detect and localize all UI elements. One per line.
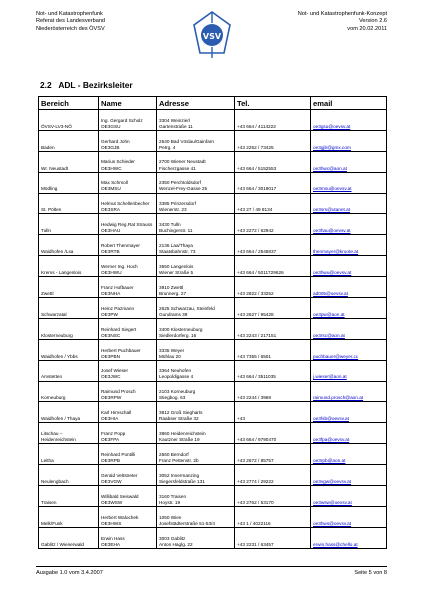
callsign: OE3PW [101, 311, 118, 317]
cell-bereich [39, 130, 99, 151]
bereich-text: Melk/Funk [41, 520, 63, 526]
cell-bereich [39, 110, 99, 131]
cell-tel [235, 444, 311, 465]
phone-number: +43 664 / 3511035 [237, 374, 276, 380]
cell-email [311, 423, 387, 444]
header-right [298, 11, 387, 33]
cell-name [99, 172, 157, 193]
person-name: Franz Hofbauer [101, 284, 134, 290]
callsign: OE3RTB [101, 249, 120, 255]
person-name: Helmut Schellenbecher [101, 201, 150, 207]
table-row [39, 298, 387, 319]
email-link[interactable]: thenmayer@kroote.at [313, 249, 359, 255]
cell-email [311, 298, 387, 319]
person-name: Josef Wieser [101, 368, 129, 374]
bereich-text: Litschau – Heidenreichstein [41, 431, 76, 443]
person-name: Max Schmoll [101, 180, 128, 186]
cell-bereich [39, 486, 99, 507]
email-link[interactable]: oe3hwu@oevsv.at [313, 270, 352, 276]
email-link[interactable]: oe3hws@oevsv.at [313, 520, 352, 526]
phone-number: +43 664 / 5011729626 [237, 270, 284, 276]
cell-tel [235, 381, 311, 402]
email-link[interactable]: raimund.prosch@aon.at [313, 395, 364, 401]
address-city: 2136 Laa/Thaya [159, 243, 193, 249]
cell-name [99, 360, 157, 381]
section-number: 2.2 [40, 80, 52, 90]
cell-name [99, 402, 157, 423]
phone-number: +43 2231 / 63457 [237, 541, 274, 547]
address-street: Mühlau 20 [159, 353, 181, 359]
cell-name [99, 235, 157, 256]
person-name: Erwin Hass [101, 535, 125, 541]
cell-name [99, 486, 157, 507]
address-street: Petrg. 4 [159, 144, 176, 150]
header-right-line: Not- und Katastrophenfunk-Konzept [297, 11, 387, 17]
phone-number: +43 2243 / 217151 [237, 332, 277, 338]
cell-email [311, 130, 387, 151]
callsign: OE3JWC [101, 374, 121, 380]
header-right-line: vom 20.02.2011 [347, 25, 387, 32]
table-row [39, 402, 387, 423]
phone-number: +43 7355 / 6501 [237, 353, 272, 359]
phone-number: +43 2272 / 62942 [237, 228, 274, 234]
table-row [39, 151, 387, 172]
phone-number: +43 664 / 9790470 [237, 437, 277, 443]
callsign: OE3MSU [101, 186, 121, 192]
callsign: OE3WSW [101, 499, 123, 505]
phone-number: +43 664 / 3019017 [237, 186, 277, 192]
bereich-text: Tulln [41, 228, 51, 234]
table-row [39, 339, 387, 360]
cell-email [311, 465, 387, 486]
address-city: 1050 Wien [159, 514, 182, 520]
email-link[interactable]: oe3srs@utanet.at [313, 207, 351, 213]
cell-tel [235, 110, 311, 131]
address-street: Staatsbahnstr. 73 [159, 249, 196, 255]
cell-tel [235, 486, 311, 507]
email-link[interactable]: oe3rsc@aon.at [313, 332, 345, 338]
col-header-name: Name [99, 97, 157, 110]
table-row [39, 506, 387, 527]
cell-name [99, 214, 157, 235]
cell-bereich [39, 235, 99, 256]
phone-number: +43 2762 / 53170 [237, 499, 274, 505]
cell-tel [235, 277, 311, 298]
email-link[interactable]: oe3gjb@gmx.com [313, 144, 351, 150]
table-row [39, 130, 387, 151]
cell-tel [235, 151, 311, 172]
email-link[interactable]: erwin.hass@chello.at [313, 541, 358, 547]
person-name: Heinz Pazmann [101, 305, 135, 311]
address-city: 3335 Weyer [159, 347, 185, 353]
cell-name [99, 130, 157, 151]
cell-bereich [39, 339, 99, 360]
cell-tel [235, 402, 311, 423]
cell-bereich [39, 318, 99, 339]
cell-name [99, 506, 157, 527]
cell-adresse [157, 444, 235, 465]
email-link[interactable]: oe3hib@oevsv.at [313, 416, 349, 422]
bereich-text: Zwettl [41, 290, 54, 296]
cell-email [311, 151, 387, 172]
person-name: Gerald Veltstreter [101, 472, 138, 478]
cell-tel [235, 360, 311, 381]
cell-name [99, 298, 157, 319]
cell-tel [235, 130, 311, 151]
cell-tel [235, 193, 311, 214]
header-left [36, 11, 105, 33]
address-city: 2103 Korneuburg [159, 389, 196, 395]
email-link[interactable]: oe3gsu@oevsv.at [313, 123, 351, 129]
col-header-adresse: Adresse [157, 97, 235, 110]
table-row [39, 527, 387, 548]
cell-name [99, 527, 157, 548]
cell-name [99, 193, 157, 214]
page-header [0, 11, 423, 61]
bereich-text: St. Pölten [41, 207, 62, 213]
callsign: OE3VGW [101, 478, 122, 484]
cell-email [311, 214, 387, 235]
table-row [39, 423, 387, 444]
email-link[interactable]: j.wieser@aon.at [313, 374, 347, 380]
address-street: Josefstädterstraße 51-53/4 [159, 520, 216, 526]
cell-tel [235, 172, 311, 193]
email-link[interactable]: ad005@oevsv.at [313, 290, 348, 296]
cell-email [311, 110, 387, 131]
callsign: OE3GSU [101, 123, 121, 129]
cell-email [311, 256, 387, 277]
table-row [39, 235, 387, 256]
person-name: Hedwig Reg.Rat Strauss [101, 222, 153, 228]
address-street: Anton Haglg. 22 [159, 541, 193, 547]
callsign: OE3HWS [101, 520, 122, 526]
email-link[interactable]: oe3rpb@aon.at [313, 458, 346, 464]
table-row [39, 256, 387, 277]
bereich-text: Leitha [41, 458, 54, 464]
address-street: Siegersfeldstraße 131 [159, 478, 205, 484]
cell-bereich [39, 381, 99, 402]
person-name: Karl Hirnschall [101, 410, 132, 416]
cell-name [99, 318, 157, 339]
cell-adresse [157, 256, 235, 277]
phone-number: +43 2672 / 85757 [237, 458, 274, 464]
cell-adresse [157, 110, 235, 131]
callsign: OE3HWC [101, 165, 122, 171]
cell-tel [235, 506, 311, 527]
cell-email [311, 235, 387, 256]
address-city: 2560 Berndorf [159, 451, 189, 457]
email-link[interactable]: oe3wsw@oevsv.at [313, 499, 352, 505]
cell-email [311, 318, 387, 339]
address-city: 3910 Zwettl [159, 284, 184, 290]
footer-edition: Ausgabe 1.0 vom 3.4.2007 [36, 570, 103, 576]
phone-number: +43 2822 / 33252 [237, 290, 274, 296]
cell-name [99, 339, 157, 360]
person-name: Reinhard Pontilli [101, 451, 136, 457]
address-street: Franz Pettenstr. 2b [159, 458, 199, 464]
phone-number: +43 [237, 416, 245, 422]
bereich-text: Wr. Neustadt [41, 165, 69, 171]
table-row [39, 486, 387, 507]
cell-bereich [39, 277, 99, 298]
address-street: Raabser Straße 32 [159, 416, 199, 422]
cell-email [311, 402, 387, 423]
table-row [39, 277, 387, 298]
phone-number: +43 27 / 49 8134 [237, 207, 273, 213]
cell-adresse [157, 486, 235, 507]
table-row [39, 172, 387, 193]
table-row [39, 214, 387, 235]
cell-email [311, 527, 387, 548]
address-street: Wienerstr. 23 [159, 207, 187, 213]
header-right-line: Version 2.6 [359, 18, 387, 25]
cell-name [99, 110, 157, 131]
person-name: Raimund Prosch [101, 389, 136, 395]
person-name: Marius Schieder [101, 159, 135, 165]
email-link[interactable]: oe3hwc@aon.at [313, 165, 347, 171]
cell-email [311, 506, 387, 527]
address-street: Wenzel-Frey-Gasse 25 [159, 186, 208, 192]
address-street: Siedlerdorferg. 16 [159, 332, 197, 338]
cell-name [99, 277, 157, 298]
table-header-row [39, 97, 387, 110]
page-footer [36, 566, 387, 576]
cell-bereich [39, 256, 99, 277]
address-street: Wiener Straße 5 [159, 270, 194, 276]
phone-number: +43 664 / 4114222 [237, 123, 276, 129]
cell-email [311, 381, 387, 402]
header-left-line: Referat des Landesverband [36, 18, 106, 25]
person-name: Herbert Puchbauer [101, 347, 141, 353]
address-city: 2700 Wiener Neustadt [159, 159, 206, 165]
cell-adresse [157, 151, 235, 172]
email-link[interactable]: oe3pw@aon.at [313, 311, 345, 317]
person-name: Werner Ing. Hoch [101, 263, 138, 269]
header-left-line: Niederösterreich des ÖVSV [36, 25, 105, 32]
phone-number: +43 664 / 5152553 [237, 165, 277, 171]
address-city: 3430 Tulln [159, 222, 181, 228]
bereich-text: ÖVSV-LV3-NÖ [41, 123, 72, 129]
cell-name [99, 151, 157, 172]
cell-adresse [157, 381, 235, 402]
phone-number: +43 2627 / 95428 [237, 311, 274, 317]
cell-adresse [157, 172, 235, 193]
address-street: Leopoldigasse 4 [159, 374, 194, 380]
email-link[interactable]: oe3fpa@oevsv.at [313, 437, 350, 443]
bereich-text: Gablitz / Wienerwald [41, 541, 84, 547]
person-name: Herbert Walochek [101, 514, 139, 520]
phone-number: +43 664 / 2545837 [237, 249, 277, 255]
address-city: 3003 Gablitz [159, 535, 186, 541]
cell-name [99, 465, 157, 486]
cell-bereich [39, 527, 99, 548]
cell-email [311, 193, 387, 214]
callsign: OE3PBN [101, 353, 121, 359]
col-header-bereich: Bereich [39, 97, 99, 110]
header-left-line: Not- und Katastrophenfunk [36, 11, 103, 17]
cell-adresse [157, 402, 235, 423]
table-row [39, 318, 387, 339]
callsign: OE3GJB [101, 144, 120, 150]
address-street: Gundrams 39 [159, 311, 188, 317]
callsign: OE3EHA [101, 541, 121, 547]
person-name: Franz Popp [101, 431, 126, 437]
cell-name [99, 444, 157, 465]
cell-email [311, 339, 387, 360]
cell-adresse [157, 214, 235, 235]
address-street: Kautzner Straße 19 [159, 437, 200, 443]
table-row [39, 444, 387, 465]
cell-adresse [157, 318, 235, 339]
address-city: 2540 Bad Vöslau/Gainfarn [159, 138, 214, 144]
cell-adresse [157, 506, 235, 527]
section-title [40, 80, 133, 90]
address-street: Gartenstraße 11 [159, 123, 193, 129]
bereich-text: Traisen [41, 499, 57, 505]
callsign: OE3HIA [101, 416, 119, 422]
bereich-text: Waidhofen /Lsa [41, 249, 74, 255]
bereich-text: Klosterneuburg [41, 332, 73, 338]
person-name: Willibald Seiswald [101, 493, 139, 499]
callsign: OE3SRA [101, 207, 121, 213]
table-row [39, 110, 387, 131]
callsign: OE3RPW [101, 395, 122, 401]
address-city: 3400 Klosterneuburg [159, 326, 203, 332]
table-row [39, 381, 387, 402]
cell-adresse [157, 423, 235, 444]
bereich-text: Krems - Langenlois [41, 270, 82, 276]
svg-text:VSV: VSV [202, 32, 222, 41]
cell-email [311, 486, 387, 507]
address-city: 3385 Prinzersdorf [159, 201, 196, 207]
cell-email [311, 444, 387, 465]
cell-bereich [39, 193, 99, 214]
col-header-tel: Tel. [235, 97, 311, 110]
callsign: OE3NSC [101, 332, 121, 338]
cell-bereich [39, 402, 99, 423]
cell-adresse [157, 465, 235, 486]
email-link[interactable]: oe3vgw@oevsv.at [313, 478, 352, 484]
table-row [39, 465, 387, 486]
address-city: 3550 Langenlois [159, 263, 194, 269]
cell-email [311, 172, 387, 193]
bereich-text: Schwarzatal [41, 311, 67, 317]
adl-table [38, 96, 387, 549]
cell-bereich [39, 214, 99, 235]
person-name: Gerhard John [101, 138, 130, 144]
phone-number: +43 1 / 4022116 [237, 520, 271, 526]
phone-number: +43 2244 / 3969 [237, 395, 272, 401]
address-street: Buchingerstr. 11 [159, 228, 193, 234]
address-street: Brunnerg. 27 [159, 290, 187, 296]
bereich-text: Waidhofen / Thaya [41, 416, 81, 422]
email-link[interactable]: puchbauer@weyer.cc [313, 353, 359, 359]
cell-tel [235, 318, 311, 339]
cell-tel [235, 527, 311, 548]
email-link[interactable]: oe3msu@oevsv.at [313, 186, 352, 192]
cell-bereich [39, 465, 99, 486]
cell-adresse [157, 298, 235, 319]
table-row [39, 360, 387, 381]
address-city: 3364 Neuhofen [159, 368, 192, 374]
address-street: Hoystr. 19 [159, 499, 181, 505]
bereich-text: Baden [41, 144, 55, 150]
table-row [39, 193, 387, 214]
cell-name [99, 256, 157, 277]
callsign: OE3HWU [101, 270, 122, 276]
cell-tel [235, 465, 311, 486]
callsign: OE3HAU [101, 228, 121, 234]
cell-adresse [157, 235, 235, 256]
cell-bereich [39, 172, 99, 193]
address-street: Fischerzgasse 41 [159, 165, 196, 171]
cell-tel [235, 298, 311, 319]
person-name: Reinhard Siegert [101, 326, 137, 332]
cell-adresse [157, 339, 235, 360]
address-city: 3812 Groß Siegharts [159, 410, 203, 416]
cell-tel [235, 214, 311, 235]
bereich-text: Mödling [41, 186, 58, 192]
cell-adresse [157, 527, 235, 548]
bereich-text: Amstetten [41, 374, 63, 380]
cell-bereich [39, 506, 99, 527]
cell-adresse [157, 277, 235, 298]
cell-adresse [157, 193, 235, 214]
cell-tel [235, 235, 311, 256]
address-city: 2625 Schwarzau, Steinfeld [159, 305, 215, 311]
cell-tel [235, 423, 311, 444]
footer-page-number: Seite 5 von 8 [354, 570, 387, 576]
address-city: 3304 Weinzierl [159, 117, 190, 123]
address-city: 3052 Innermanzing [159, 472, 200, 478]
cell-name [99, 423, 157, 444]
address-city: 2350 Perchtoldsdorf [159, 180, 201, 186]
address-street: Stiegbog. 63 [159, 395, 186, 401]
bereich-text: Waidhofen / Ybbs [41, 353, 78, 359]
person-name: Ing. Gergard Scholz [101, 117, 143, 123]
cell-bereich [39, 151, 99, 172]
bereich-text: Korneuburg [41, 395, 66, 401]
bereich-text: Neulengbach [41, 478, 69, 484]
cell-adresse [157, 130, 235, 151]
table-body [39, 110, 387, 549]
email-link[interactable]: oe3hau@oevsv.at [313, 228, 351, 234]
person-name: Robert Thenmayer [101, 243, 140, 249]
phone-number: +43 2252 / 73425 [237, 144, 274, 150]
cell-bereich [39, 423, 99, 444]
oevsv-logo-icon [192, 11, 232, 59]
callsign: OE3FPA [101, 437, 120, 443]
section-name: ADL - Bezirksleiter [58, 80, 133, 90]
cell-name [99, 381, 157, 402]
cell-email [311, 360, 387, 381]
address-city: 3160 Traisen [159, 493, 187, 499]
callsign: OE3RPB [101, 458, 121, 464]
cell-bereich [39, 298, 99, 319]
cell-bereich [39, 360, 99, 381]
cell-adresse [157, 360, 235, 381]
callsign: OE3NHA [101, 290, 121, 296]
col-header-email: email [311, 97, 387, 110]
cell-email [311, 277, 387, 298]
address-city: 3860 Heidenreichstein [159, 431, 206, 437]
cell-tel [235, 256, 311, 277]
cell-tel [235, 339, 311, 360]
phone-number: +43 2774 / 29222 [237, 478, 274, 484]
cell-bereich [39, 444, 99, 465]
